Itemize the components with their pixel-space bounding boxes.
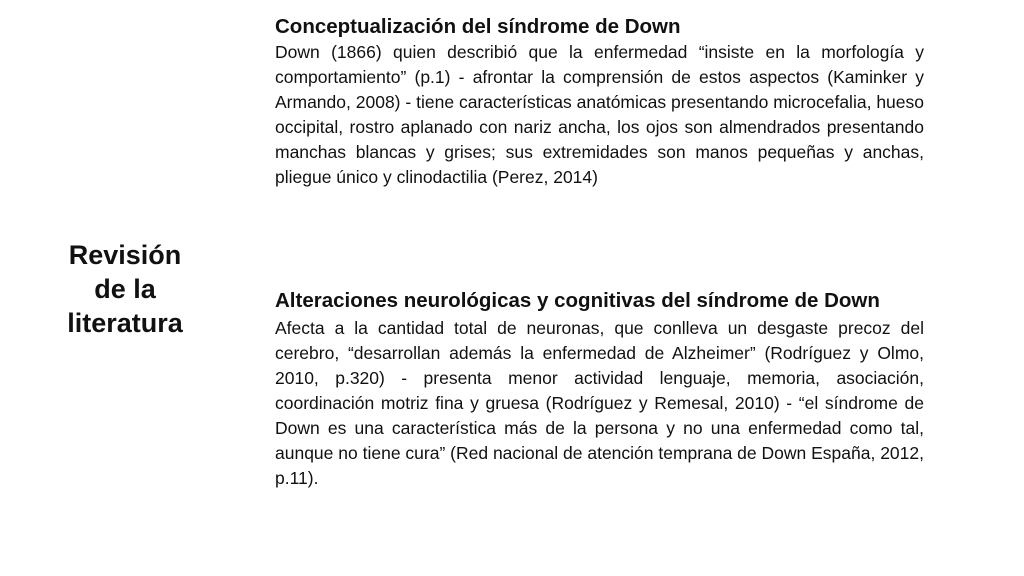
section-heading-conceptualization: Conceptualización del síndrome de Down — [275, 15, 681, 38]
side-title-line-2: de la — [94, 274, 156, 304]
section-neurological-alterations — [275, 285, 924, 491]
section-heading-neurological: Alteraciones neurológicas y cognitivas del síndrome de Down — [275, 289, 880, 312]
section-body-neurological: Afecta a la cantidad total de neuronas, que conlleva un desgaste precoz del cerebro, “desarrollan además la enfermedad de Alzheimer” (Rodríguez y Olmo, 2010, p.320) - presenta menor actividad lenguaje, memoria, asociación, coordinación motriz fina y gruesa (Rodríguez y Remesal, 2010) - “el síndrome de Down es una característica más de la persona y no una enfermedad como tal, aunque no tiene cura” (Red nacional de atención temprana de Down España, 2012, p.11). — [275, 318, 924, 488]
section-body-conceptualization: Down (1866) quien describió que la enfermedad “insiste en la morfología y comportamiento” (p.1) - afrontar la comprensión de estos aspectos (Kaminker y Armando, 2008) - tiene características anatómicas presentando microcefalia, hueso occipital, rostro aplanado con nariz ancha, los ojos son almendrados presentando manchas blancas y grises; sus extremidades son manos pequeñas y anchas, pliegue único y clinodactilia (Perez, 2014) — [275, 42, 924, 187]
section-conceptualization — [275, 14, 924, 190]
side-title — [40, 238, 210, 340]
side-title-line-3: literatura — [67, 308, 183, 338]
side-title-line-1: Revisión — [68, 240, 182, 270]
